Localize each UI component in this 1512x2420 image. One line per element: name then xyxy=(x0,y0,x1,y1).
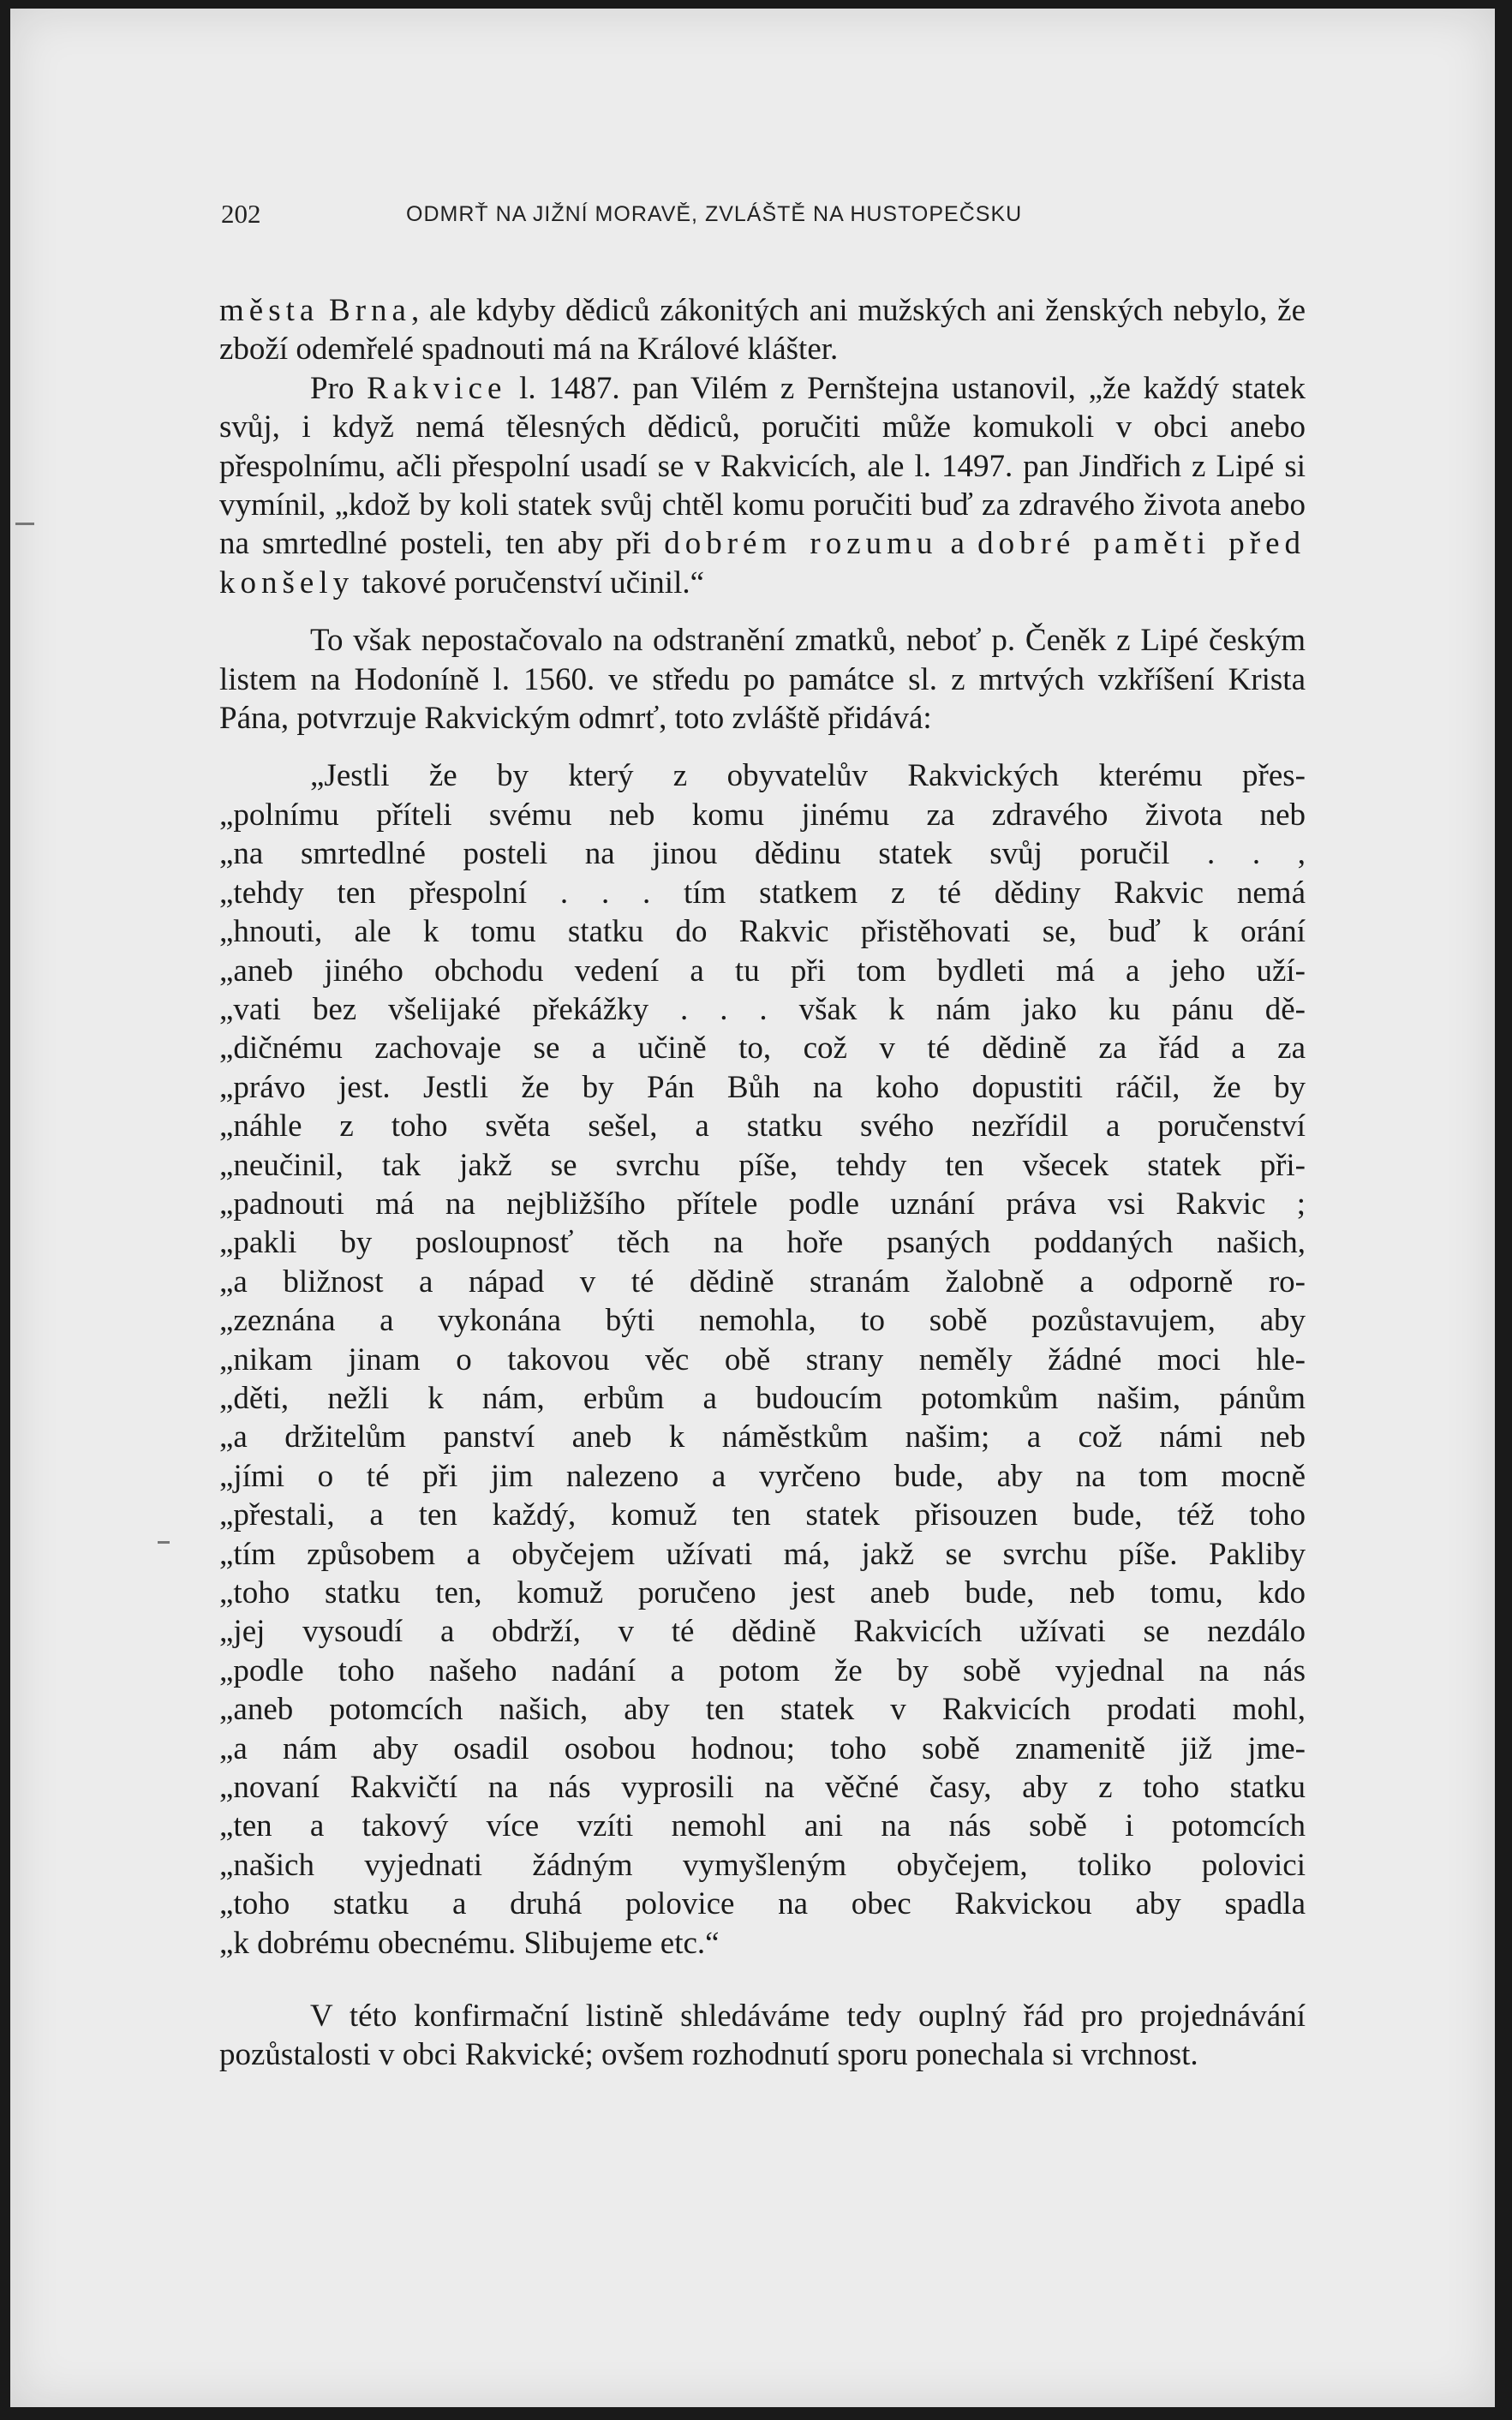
scanned-page xyxy=(10,9,1495,2407)
quote-line: „hnouti, ale k tomu statku do Rakvic přistěhovati se, buď k orání xyxy=(219,914,1306,950)
quote-line: „a nám aby osadil osobou hodnou; toho sobě znamenitě již jme- xyxy=(219,1730,1306,1766)
quoted-charter xyxy=(219,756,1306,1963)
quote-line: „neučinil, tak jakž se svrchu píše, tehdy ten všecek statek při- xyxy=(219,1147,1306,1183)
quote-line: „jími o té při jim nalezeno a vyrčeno bude, aby na tom mocně xyxy=(219,1458,1306,1494)
running-header xyxy=(221,199,1138,233)
spaced-text: Brna xyxy=(329,293,411,328)
text-run: To však nepostačovalo na odstranění zmatků, neboť p. Čeněk z Lipé českým listem na Hodoníně l. 1560. ve středu po památce sl. z mrtvých vzkříšení Krista Pána, potvrzuje Rakvickým odmrť, toto zvláště přidává: xyxy=(219,623,1306,737)
quote-line: „polnímu příteli svému neb komu jinému za zdravého života neb xyxy=(219,797,1306,833)
text-run: takové poručenství učinil.“ xyxy=(354,565,705,601)
text-run xyxy=(319,293,329,328)
paragraph-2 xyxy=(219,369,1306,602)
paragraph-3 xyxy=(219,621,1306,738)
page-number: 202 xyxy=(221,199,261,229)
text-run: V této konfirmační listině shledáváme tedy ouplný řád pro projednávání pozůstalosti v obci Rakvické; ovšem rozhodnutí sporu ponechala si vrchnost. xyxy=(219,1999,1306,2073)
quote-line: „vati bez všelijaké překážky . . . však k nám jako ku pánu dě- xyxy=(219,991,1306,1027)
quote-line: „Jestli že by který z obyvatelův Rakvických kterému přes- xyxy=(310,758,1306,794)
quote-line: „aneb potomcích našich, aby ten statek v Rakvicích prodati mohl, xyxy=(219,1692,1306,1728)
quote-line: „toho statku ten, komuž poručeno jest aneb bude, neb tomu, kdo xyxy=(219,1575,1306,1610)
quote-line: „podle toho našeho nadání a potom že by sobě vyjednal na nás xyxy=(219,1652,1306,1688)
paragraph-4 xyxy=(219,1997,1306,2075)
quote-line: „na smrtedlné posteli na jinou dědinu statek svůj poručil . . , xyxy=(219,836,1306,872)
spaced-text: dobré paměti před konšely xyxy=(219,526,1306,601)
text-run: , ale kdyby dědiců zákonitých ani mužských ani ženských nebylo, že zboží odemřelé spadnouti má na Králové klášter. xyxy=(219,293,1306,367)
quote-line: „aneb jiného obchodu vedení a tu při tom bydleti má a jeho uží- xyxy=(219,953,1306,989)
quote-line: „k dobrému obecnému. Slibujeme etc.“ xyxy=(219,1925,720,1961)
spaced-text: Rakvice xyxy=(367,370,507,406)
quote-line: „děti, nežli k nám, erbům a budoucím potomkům našim, pánům xyxy=(219,1380,1306,1416)
quote-line: „ten a takový více vzíti nemohl ani na nás sobě i potomcích xyxy=(219,1808,1306,1844)
quote-line: „toho statku a druhá polovice na obec Rakvickou aby spadla xyxy=(219,1886,1306,1922)
quote-line: „novaní Rakvičtí na nás vyprosili na věčné časy, aby z toho statku xyxy=(219,1770,1306,1806)
body-text xyxy=(219,291,1306,2075)
quote-line: „jej vysoudí a obdrží, v té dědině Rakvicích užívati se nezdálo xyxy=(219,1614,1306,1650)
quote-line: „našich vyjednati žádným vymyšleným obyčejem, toliko polovici xyxy=(219,1847,1306,1883)
spaced-text: města xyxy=(219,293,320,328)
text-run: Pro xyxy=(310,370,368,406)
quote-line: „přestali, a ten každý, komuž ten statek přisouzen bude, též toho xyxy=(219,1497,1306,1533)
quote-line: „a bližnost a nápad v té dědině stranám žalobně a odporně ro- xyxy=(219,1264,1306,1300)
paragraph-1 xyxy=(219,291,1306,369)
text-run: a xyxy=(937,526,978,562)
quote-line: „tehdy ten přespolní . . . tím statkem z té dědiny Rakvic nemá xyxy=(219,875,1306,911)
quote-line: „dičnému zachovaje se a učině to, což v té dědině za řád a za xyxy=(219,1031,1306,1067)
spaced-text: dobrém rozumu xyxy=(664,526,938,562)
margin-mark xyxy=(15,523,34,525)
quote-line: „tím způsobem a obyčejem užívati má, jakž se svrchu píše. Pakliby xyxy=(219,1536,1306,1572)
quote-line: „padnouti má na nejbližšího přítele podle uznání práva vsi Rakvic ; xyxy=(219,1186,1306,1222)
quote-line: „náhle z toho světa sešel, a statku svého nezřídil a poručenství xyxy=(219,1108,1306,1144)
margin-mark xyxy=(158,1541,170,1544)
quote-line: „nikam jinam o takovou věc obě strany neměly žádné moci hle- xyxy=(219,1341,1306,1377)
quote-line: „zeznána a vykonána býti nemohla, to sobě pozůstavujem, aby xyxy=(219,1303,1306,1339)
quote-line: „pakli by posloupnosť těch na hoře psaných poddaných našich, xyxy=(219,1225,1306,1261)
quote-line: „právo jest. Jestli že by Pán Bůh na koho dopustiti ráčil, že by xyxy=(219,1069,1306,1105)
running-title: ODMRŤ NA JIŽNÍ MORAVĚ, ZVLÁŠTĚ NA HUSTOPEČSKU xyxy=(406,202,1023,226)
text-run: l. 1487. pan Vilém z Pernštejna ustanovil, „že každý statek svůj, i když nemá tělesných dědiců, poručiti může komukoli v obci anebo přespolnímu, ačli přespolní usadí se v Rakvicích, ale l. 1497. pan Jindřich z Lipé si vymínil, „kdož by koli statek svůj chtěl komu poručiti buď za zdravého života anebo na smrtedlné posteli, ten aby při xyxy=(219,370,1306,562)
quote-line: „a držitelům panství aneb k náměstkům našim; a což námi neb xyxy=(219,1419,1306,1455)
